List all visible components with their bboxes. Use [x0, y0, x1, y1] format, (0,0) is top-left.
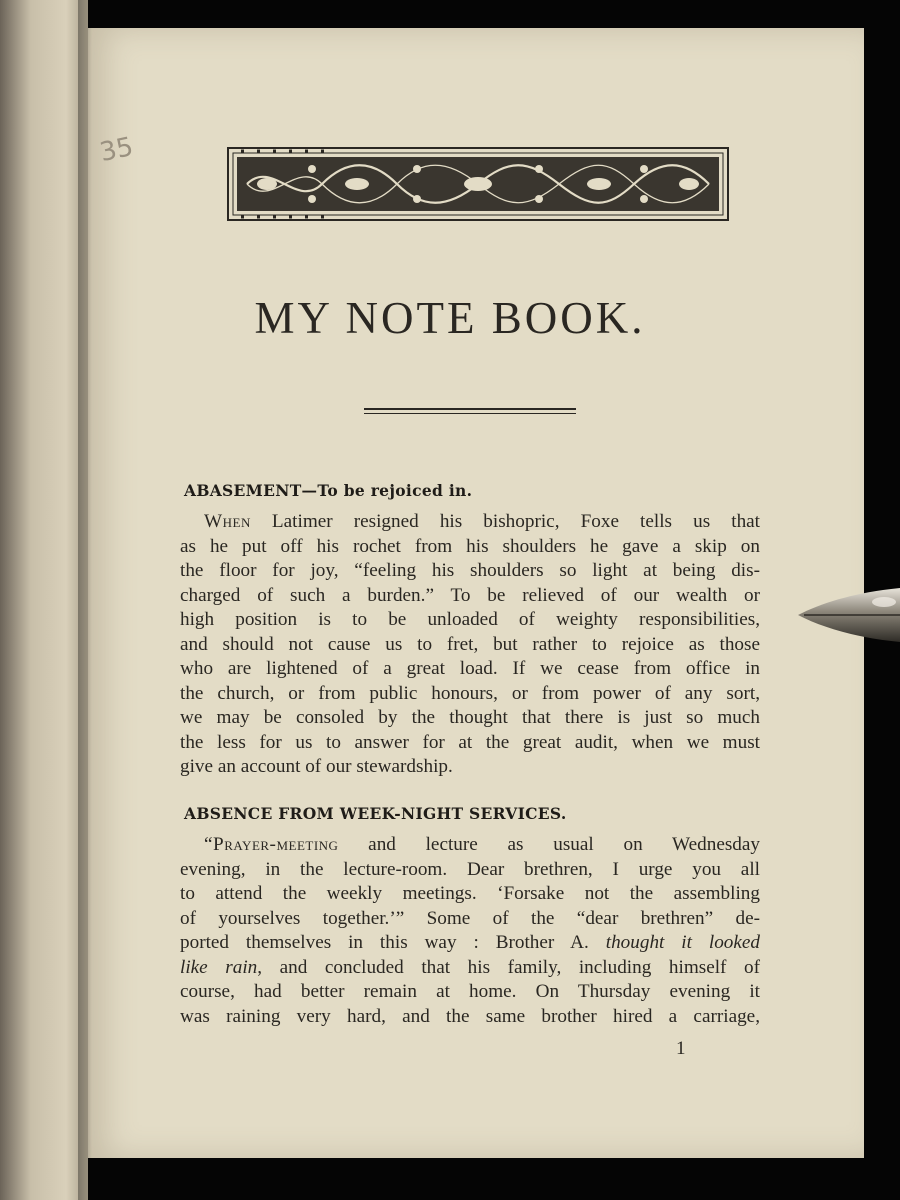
text-line: charged of such a burden.” To be relieved of our wealth or: [180, 584, 760, 606]
lead-word: When: [204, 511, 251, 532]
section-heading-absence: ABSENCE FROM WEEK-NIGHT SERVICES.: [184, 804, 567, 823]
text-line: evening, in the lecture-room. Dear brethren, I urge you all: [180, 858, 760, 880]
text-line: like rain, and concluded that his family, including himself of: [180, 956, 761, 978]
italic-phrase: like rain: [180, 956, 258, 978]
section-heading-abasement: ABASEMENT—To be rejoiced in.: [184, 481, 473, 500]
lead-word: “Prayer-meeting: [204, 834, 339, 855]
facing-page-edge: [0, 0, 88, 1200]
text-line: course, had better remain at home. On Thursday evening it: [180, 981, 760, 1002]
page-title: MY NOTE BOOK.: [254, 293, 646, 343]
text-line: give an account of our stewardship.: [180, 756, 453, 777]
text-line: the less for us to answer for at the great audit, when we must: [180, 731, 760, 753]
text-line: of yourselves together.’” Some of the “dear brethren” de-: [180, 907, 760, 929]
text-line: “Prayer-meeting and lecture as usual on Wednesday: [204, 834, 761, 855]
gutter-shadow: [78, 0, 92, 1200]
italic-phrase: thought it looked: [605, 932, 761, 953]
title-rule-top: [364, 408, 576, 410]
text-line: high position is to be unloaded of weighty responsibilities,: [180, 609, 760, 630]
text-line: we may be consoled by the thought that there is just so much: [180, 707, 760, 728]
text-line: the floor for joy, “feeling his shoulders so light at being dis-: [180, 560, 760, 581]
ornamental-header-band: [227, 147, 729, 221]
text-line: the church, or from public honours, or from power of any sort,: [180, 682, 760, 704]
text-line: was raining very hard, and the same brother hired a carriage,: [180, 1005, 760, 1027]
text-line: When Latimer resigned his bishopric, Foxe tells us that: [204, 511, 761, 532]
text-line: ported themselves in this way : Brother A. thought it looked: [180, 932, 761, 953]
section-body-absence: [180, 833, 760, 1029]
text-line: to attend the weekly meetings. ‘Forsake not the assembling: [180, 883, 760, 904]
page-number: 1: [676, 1038, 686, 1059]
text-line: and should not cause us to fret, but rather to rejoice as those: [180, 633, 760, 655]
title-rule-bottom: [364, 413, 576, 414]
pencil-annotation: 35: [97, 131, 136, 169]
pen-nib-icon: [798, 584, 900, 646]
text-line: who are lightened of a great load. If we cease from office in: [180, 658, 760, 679]
section-body-abasement: [180, 510, 760, 780]
text-line: as he put off his rochet from his shoulders he gave a skip on: [180, 535, 760, 557]
